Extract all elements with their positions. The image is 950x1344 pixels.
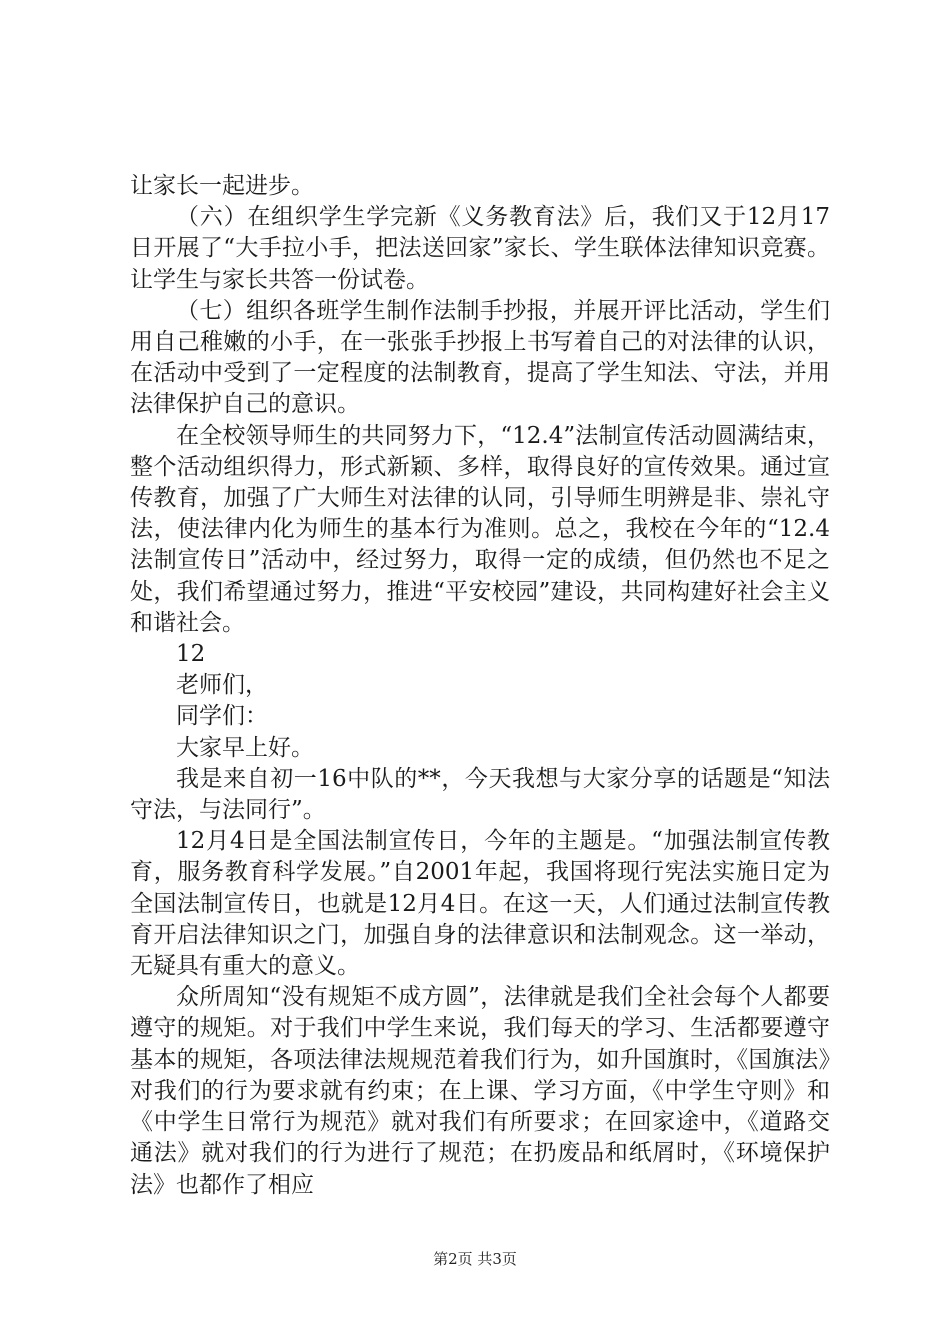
greeting-morning: 大家早上好。 — [176, 734, 314, 761]
paragraph-introduction: 我是来自初一16中队的**，今天我想与大家分享的话题是“知法守法，与法同行”。 — [130, 765, 830, 824]
document-body — [130, 171, 830, 1201]
paragraph-item-seven: （七）组织各班学生制作法制手抄报，并展开评比活动，学生们用自己稚嫩的小手，在一张张手抄报上书写着自己的对法律的认识，在活动中受到了一定程度的法制教育，提高了学生知法、守法，并用法律保护自己的意识。 — [130, 297, 830, 418]
paragraph-rules: 众所周知“没有规矩不成方圆”，法律就是我们全社会每个人都要遵守的规矩。对于我们中学生来说，我们每天的学习、生活都要遵守基本的规矩，各项法律法规规范着我们行为，如升国旗时，《国旗法》对我们的行为要求就有约束；在上课、学习方面，《中学生守则》和《中学生日常行为规范》就对我们有所要求；在回家途中，《道路交通法》就对我们的行为进行了规范；在扔废品和纸屑时，《环境保护法》也都作了相应 — [130, 984, 830, 1198]
paragraph-legal-day: 12月4日是全国法制宣传日，今年的主题是。“加强法制宣传教育，服务教育科学发展。”自2001年起，我国将现行宪法实施日定为全国法制宣传日，也就是12月4日。在这一天，人们通过法制宣传教育开启法律知识之门，加强自身的法律意识和法制观念。这一举动，无疑具有重大的意义。 — [130, 828, 830, 980]
paragraph-summary: 在全校领导师生的共同努力下，“12.4”法制宣传活动圆满结束，整个活动组织得力，形式新颖、多样，取得良好的宣传效果。通过宣传教育，加强了广大师生对法律的认同，引导师生明辨是非、崇礼守法，使法律内化为师生的基本行为准则。总之，我校在今年的“12.4法制宣传日”活动中，经过努力，取得一定的成绩，但仍然也不足之处，我们希望通过努力，推进“平安校园”建设，共同构建好社会主义和谐社会。 — [130, 422, 830, 636]
greeting-teachers: 老师们， — [176, 672, 268, 699]
paragraph-item-six: （六）在组织学生学完新《义务教育法》后，我们又于12月17日开展了“大手拉小手，把法送回家”家长、学生联体法律知识竞赛。让学生与家长共答一份试卷。 — [130, 204, 830, 293]
greeting-students: 同学们： — [176, 703, 268, 730]
page-footer: 第2页 共3页 — [433, 1250, 517, 1268]
paragraph-continuation: 让家长一起进步。 — [130, 173, 314, 199]
section-number: 12 — [176, 641, 206, 668]
